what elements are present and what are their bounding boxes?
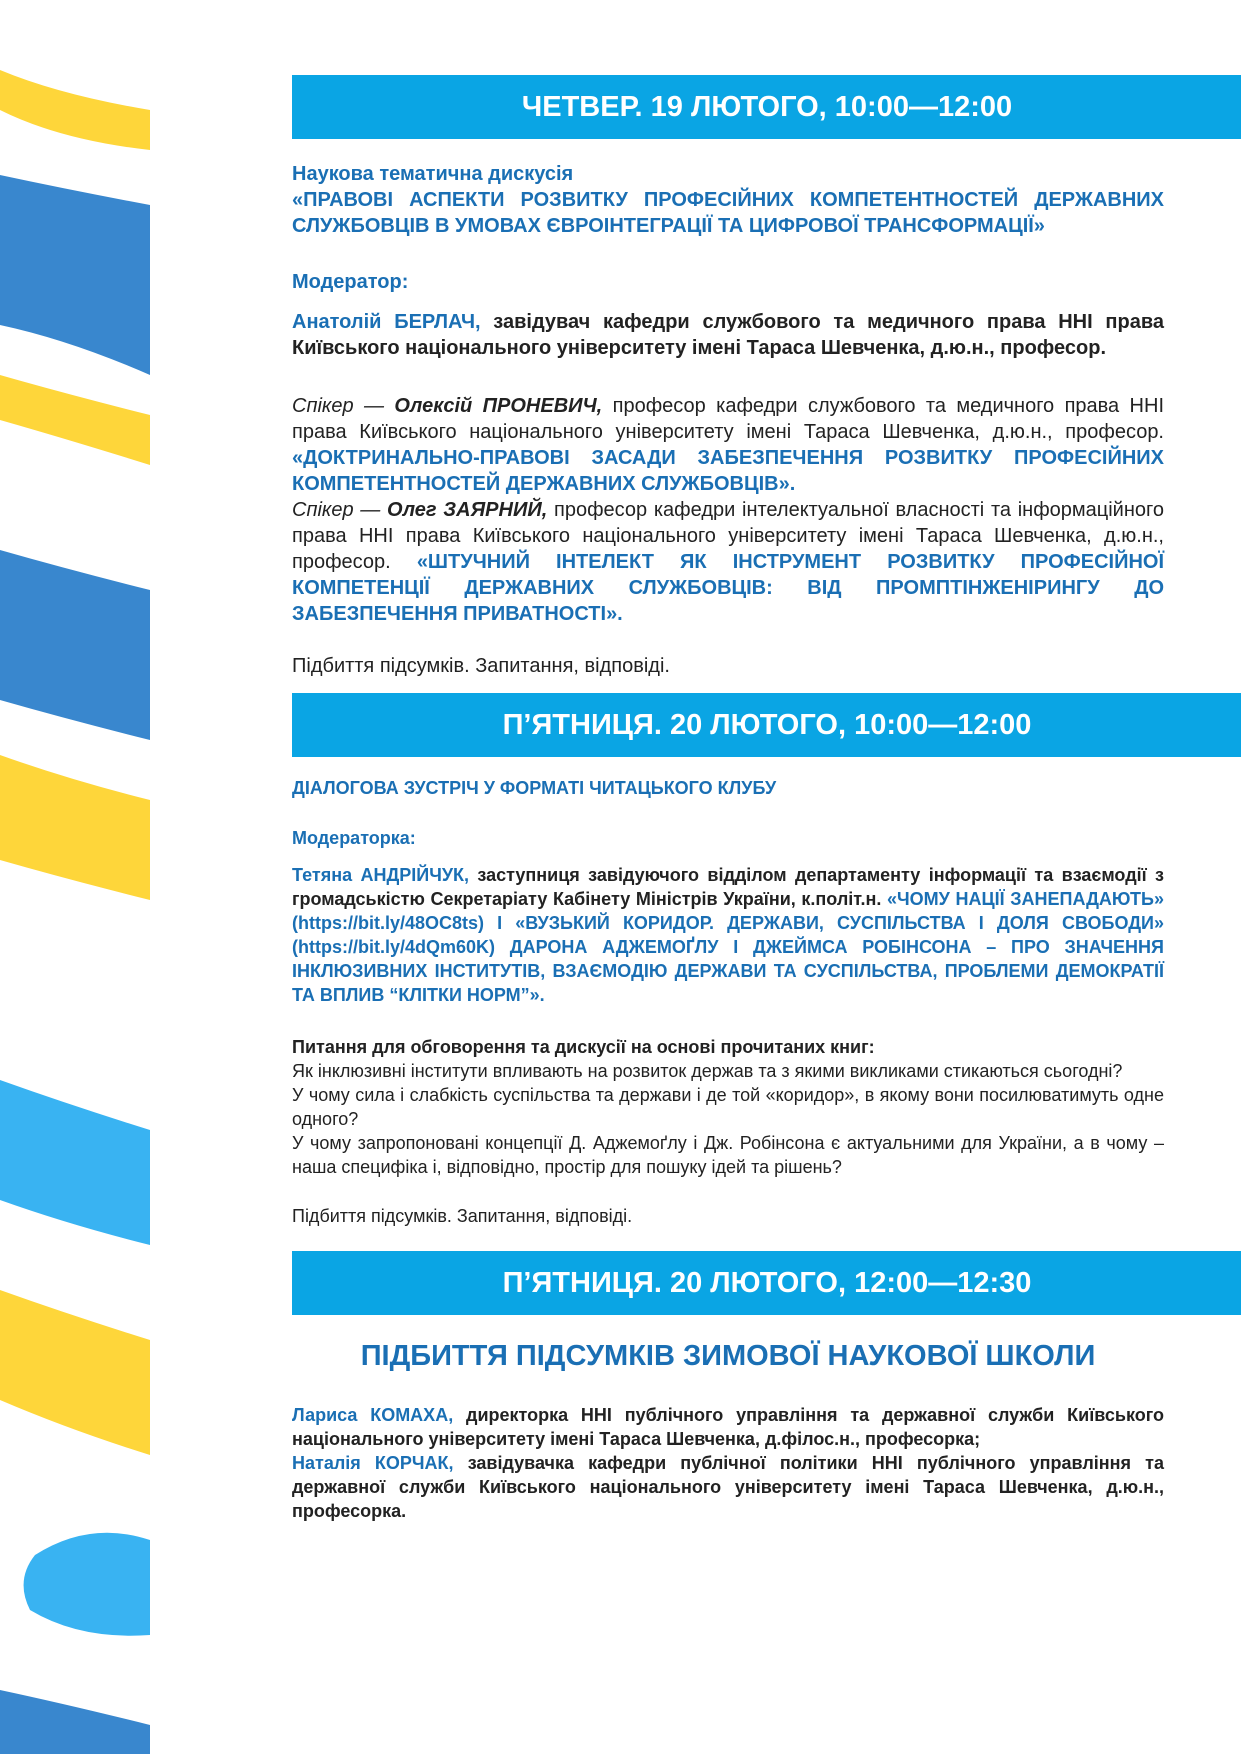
moderator-paragraph [292, 309, 1164, 361]
person-description: директорка ННІ публічного управління та державної служби Київського національного університету імені Тараса Шевченка, д.філос.н., професорка; [292, 1405, 1164, 1449]
speaker-paragraph [292, 497, 1164, 627]
speaker-topic: «ДОКТРИНАЛЬНО-ПРАВОВІ ЗАСАДИ ЗАБЕЗПЕЧЕННЯ РОЗВИТКУ ПРОФЕСІЙНИХ КОМПЕТЕНТНОСТЕЙ ДЕРЖАВНИХ СЛУЖБОВЦІВ». [292, 447, 1164, 495]
speaker-name: Олексій ПРОНЕВИЧ, [394, 395, 603, 417]
speaker-paragraph [292, 393, 1164, 497]
speaker-role: Спікер — [292, 395, 395, 417]
event-type: Наукова тематична дискусія [292, 163, 574, 185]
person-description: завідувачка кафедри публічної політики ННІ публічного управління та державної служби Київського національного університету імені Тараса Шевченка, д.ю.н., професорка. [292, 1453, 1164, 1521]
book-description: ДАРОНА АДЖЕМОҐЛУ І ДЖЕЙМСА РОБІНСОНА – ПРО ЗНАЧЕННЯ ІНКЛЮЗИВНИХ ІНСТИТУТІВ, ВЗАЄМОДІЮ ДЕРЖАВИ ТА СУСПІЛЬСТВА, ПРОБЛЕМИ ДЕМОКРАТІЇ ТА ВПЛИВ “КЛІТКИ НОРМ”». [292, 937, 1164, 1005]
person-paragraph [292, 1403, 1164, 1451]
moderator-description: заступниця завідуючого відділом департаменту інформації та взаємодії з громадськістю Секретаріату Кабінету Міністрів України, к.політ.н. [292, 865, 1165, 909]
moderator-label: Модератор: [292, 271, 409, 293]
yellow-stripe [0, 755, 150, 900]
blue-stripe [0, 550, 150, 740]
questions-label: Питання для обговорення та дискусії на основі прочитаних книг: [292, 1037, 875, 1057]
day-banner: П’ЯТНИЦЯ. 20 ЛЮТОГО, 12:00—12:30 [292, 1251, 1241, 1315]
event-type: ДІАЛОГОВА ЗУСТРІЧ У ФОРМАТІ ЧИТАЦЬКОГО КЛУБУ [292, 778, 777, 798]
question: Як інклюзивні інститути впливають на розвиток держав та з якими викликами стикаються сьогодні? [292, 1061, 1123, 1081]
speaker-topic: «ШТУЧНИЙ ІНТЕЛЕКТ ЯК ІНСТРУМЕНТ РОЗВИТКУ ПРОФЕСІЙНОЇ КОМПЕТЕНЦІЇ ДЕРЖАВНИХ СЛУЖБОВЦІВ: ВІД ПРОМПТІНЖЕНІРИНГУ ДО ЗАБЕЗПЕЧЕННЯ ПРИВАТНОСТІ». [292, 551, 1164, 625]
light-blue-stripe [0, 1080, 150, 1245]
decorative-stripes [0, 0, 150, 1754]
speaker-name: Олег ЗАЯРНИЙ, [387, 499, 548, 521]
person-name: Лариса КОМАХА, [292, 1405, 454, 1425]
program-content [292, 75, 1164, 1523]
day-banner: ЧЕТВЕР. 19 ЛЮТОГО, 10:00—12:00 [292, 75, 1241, 139]
moderator-name: Тетяна АНДРІЙЧУК, [292, 865, 470, 885]
moderator-name: Анатолій БЕРЛАЧ, [292, 311, 481, 333]
yellow-stripe [0, 70, 150, 150]
speaker-role: Спікер — [292, 499, 388, 521]
moderator-label: Модераторка: [292, 828, 416, 848]
question: У чому запропоновані концепції Д. Аджемоґлу і Дж. Робінсона є актуальними для України, а в чому – наша специфіка і, відповідно, простір для пошуку ідей та рішень? [292, 1133, 1164, 1177]
book-link: (https://bit.ly/48OC8ts) [292, 913, 498, 933]
moderator-paragraph [292, 863, 1164, 1007]
blue-stripe [0, 175, 150, 375]
section-title: ПІДБИТТЯ ПІДСУМКІВ ЗИМОВОЇ НАУКОВОЇ ШКОЛИ [360, 1340, 1096, 1372]
closing-text: Підбиття підсумків. Запитання, відповіді. [292, 1206, 633, 1226]
book-title: «ЧОМУ НАЦІЇ ЗАНЕПАДАЮТЬ» [887, 889, 1164, 909]
speaker-description: професор кафедри інтелектуальної власності та інформаційного права ННІ права Київського національного університету імені Тараса Шевченка, д.ю.н., професор. [292, 499, 1165, 573]
book-title: «ВУЗЬКИЙ КОРИДОР. ДЕРЖАВИ, СУСПІЛЬСТВА І ДОЛЯ СВОБОДИ» [515, 913, 1164, 933]
conjunction: І [497, 913, 516, 933]
event-title: «ПРАВОВІ АСПЕКТИ РОЗВИТКУ ПРОФЕСІЙНИХ КОМПЕТЕНТНОСТЕЙ ДЕРЖАВНИХ СЛУЖБОВЦІВ В УМОВАХ ЄВРОІНТЕГРАЦІЇ ТА ЦИФРОВОЇ ТРАНСФОРМАЦІЇ» [292, 189, 1164, 237]
question: У чому сила і слабкість суспільства та держави і де той «коридор», в якому вони посилюватимуть одне одного? [292, 1085, 1164, 1129]
speaker-description: професор кафедри службового та медичного права ННІ права Київського національного університету імені Тараса Шевченка, д.ю.н., професор. [292, 395, 1164, 443]
yellow-stripe [0, 1290, 150, 1455]
light-blue-stripe [24, 1533, 150, 1636]
yellow-stripe [0, 375, 150, 465]
person-name: Наталія КОРЧАК, [292, 1453, 454, 1473]
blue-stripe [0, 1690, 150, 1754]
day-banner: П’ЯТНИЦЯ. 20 ЛЮТОГО, 10:00—12:00 [292, 693, 1241, 757]
closing-text: Підбиття підсумків. Запитання, відповіді. [292, 655, 670, 677]
book-link: (https://bit.ly/4dQm60K) [292, 937, 510, 957]
moderator-description: завідувач кафедри службового та медичного права ННІ права Київського національного університету імені Тараса Шевченка, д.ю.н., професор. [292, 311, 1164, 359]
person-paragraph [292, 1451, 1164, 1523]
